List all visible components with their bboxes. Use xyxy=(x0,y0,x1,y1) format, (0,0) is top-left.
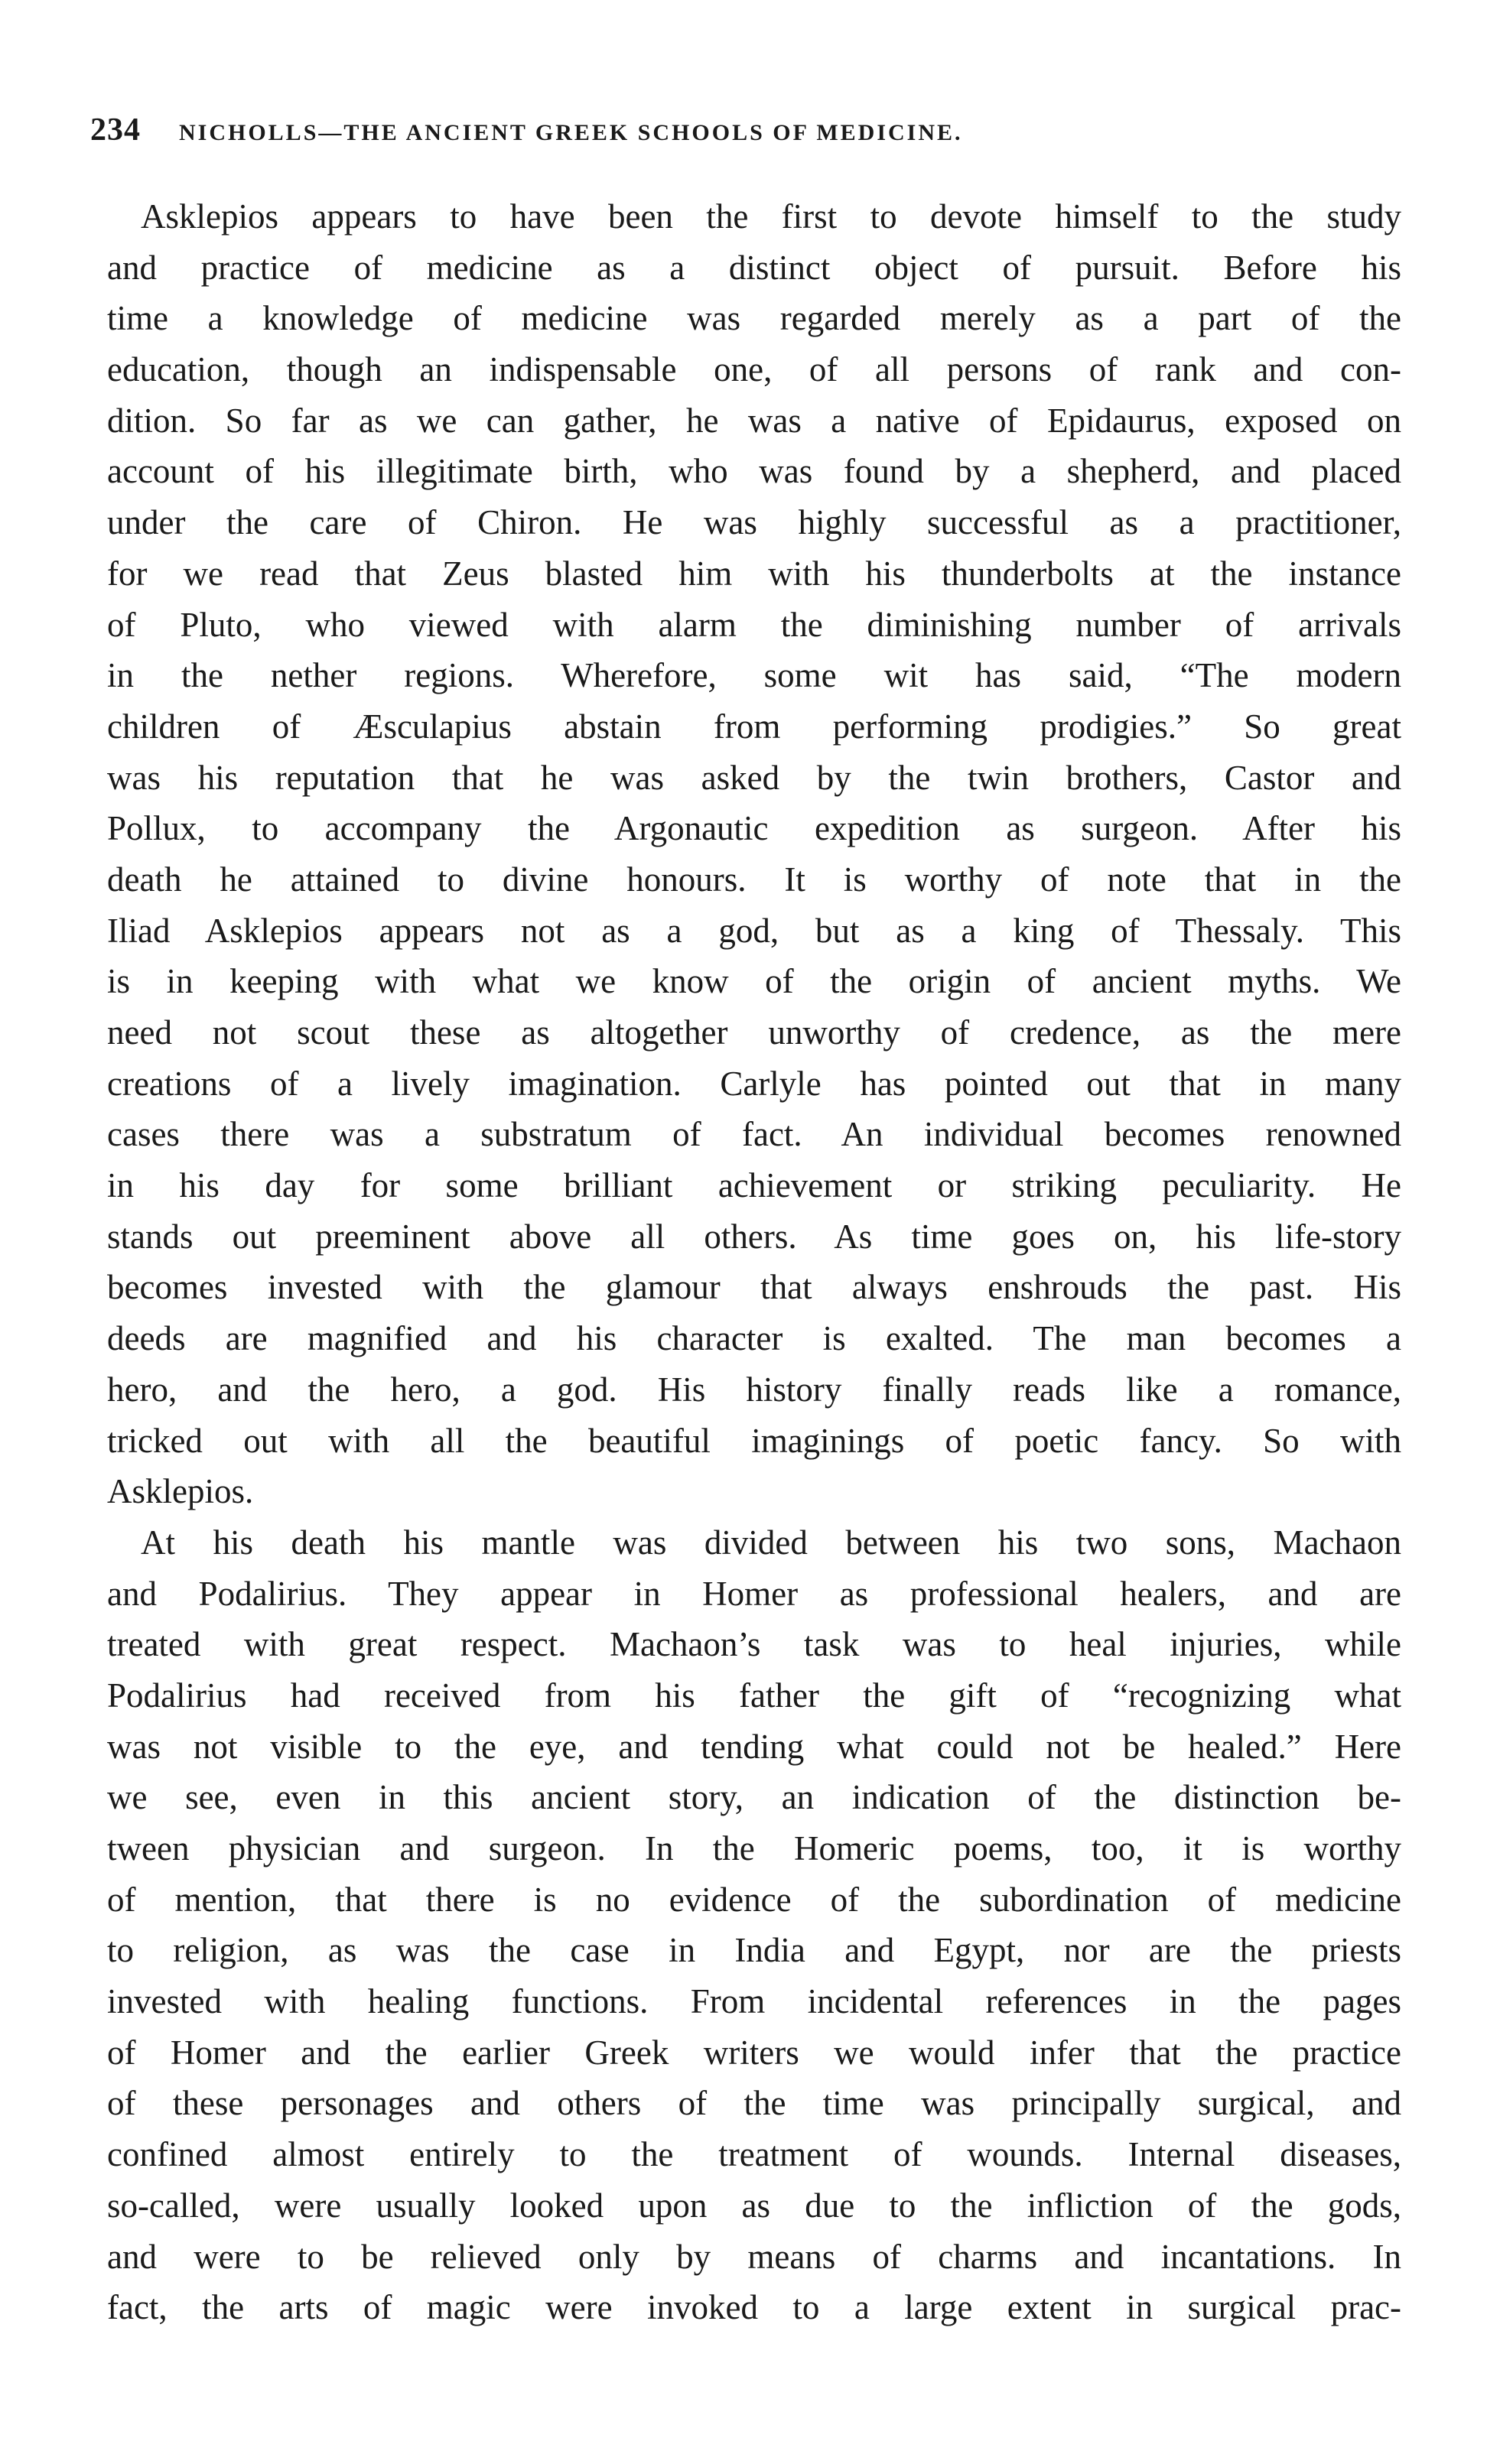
text-line: confined almost entirely to the treatment of wounds. Internal diseases, xyxy=(107,2135,1401,2174)
text-line: under the care of Chiron. He was highly successful as a practitioner, xyxy=(107,503,1401,542)
text-line: education, though an indispensable one, of all persons of rank and con- xyxy=(107,350,1401,389)
text-line: in the nether regions. Wherefore, some wit has said, “The modern xyxy=(107,656,1401,695)
text-line: and were to be relieved only by means of charms and incantations. In xyxy=(107,2237,1401,2276)
text-line: creations of a lively imagination. Carlyle has pointed out that in many xyxy=(107,1064,1401,1103)
text-line: fact, the arts of magic were invoked to a large extent in surgical prac- xyxy=(107,2288,1401,2327)
text-line: Iliad Asklepios appears not as a god, but as a king of Thessaly. This xyxy=(107,911,1401,950)
text-line: was not visible to the eye, and tending what could not be healed.” Here xyxy=(107,1727,1401,1766)
running-head xyxy=(90,112,1391,158)
text-line: At his death his mantle was divided between his two sons, Machaon xyxy=(141,1523,1401,1562)
text-line: cases there was a substratum of fact. An individual becomes renowned xyxy=(107,1115,1401,1154)
text-line: we see, even in this ancient story, an indication of the distinction be- xyxy=(107,1778,1401,1817)
text-line: dition. So far as we can gather, he was a native of Epidaurus, exposed on xyxy=(107,401,1401,440)
text-line: of these personages and others of the time was principally surgical, and xyxy=(107,2084,1401,2123)
text-line: children of Æsculapius abstain from performing prodigies.” So great xyxy=(107,707,1401,746)
text-line: Asklepios. xyxy=(107,1472,254,1511)
text-line: deeds are magnified and his character is exalted. The man becomes a xyxy=(107,1319,1401,1358)
text-line: death he attained to divine honours. It is worthy of note that in the xyxy=(107,860,1401,899)
text-line: for we read that Zeus blasted him with his thunderbolts at the instance xyxy=(107,554,1401,593)
text-line: was his reputation that he was asked by the twin brothers, Castor and xyxy=(107,758,1401,797)
text-line: need not scout these as altogether unworthy of credence, as the mere xyxy=(107,1013,1401,1052)
text-line: Asklepios appears to have been the first to devote himself to the study xyxy=(141,197,1401,236)
text-line: so-called, were usually looked upon as due to the infliction of the gods, xyxy=(107,2186,1401,2225)
text-line: stands out preeminent above all others. As time goes on, his life-story xyxy=(107,1217,1401,1256)
text-line: tween physician and surgeon. In the Homeric poems, too, it is worthy xyxy=(107,1829,1401,1868)
text-line: treated with great respect. Machaon’s task was to heal injuries, while xyxy=(107,1625,1401,1664)
text-line: Pollux, to accompany the Argonautic expedition as surgeon. After his xyxy=(107,809,1401,848)
text-line: becomes invested with the glamour that always enshrouds the past. His xyxy=(107,1268,1401,1307)
text-line: account of his illegitimate birth, who was found by a shepherd, and placed xyxy=(107,452,1401,491)
body-text xyxy=(107,191,1401,2333)
running-head-title: NICHOLLS—THE ANCIENT GREEK SCHOOLS OF MEDICINE. xyxy=(179,120,963,145)
text-line: of Homer and the earlier Greek writers we would infer that the practice xyxy=(107,2033,1401,2072)
text-line: of Pluto, who viewed with alarm the diminishing number of arrivals xyxy=(107,605,1401,644)
text-line: and Podalirius. They appear in Homer as professional healers, and are xyxy=(107,1574,1401,1613)
page-number: 234 xyxy=(90,112,141,148)
text-line: and practice of medicine as a distinct object of pursuit. Before his xyxy=(107,248,1401,287)
text-line: in his day for some brilliant achievement or striking peculiarity. He xyxy=(107,1166,1401,1205)
text-line: of mention, that there is no evidence of the subordination of medicine xyxy=(107,1880,1401,1919)
text-line: to religion, as was the case in India and Egypt, nor are the priests xyxy=(107,1931,1401,1970)
text-line: tricked out with all the beautiful imaginings of poetic fancy. So with xyxy=(107,1421,1401,1460)
text-line: time a knowledge of medicine was regarded merely as a part of the xyxy=(107,299,1401,338)
text-line: Podalirius had received from his father the gift of “recognizing what xyxy=(107,1676,1401,1715)
text-line: is in keeping with what we know of the origin of ancient myths. We xyxy=(107,962,1401,1001)
text-line: hero, and the hero, a god. His history finally reads like a romance, xyxy=(107,1370,1401,1409)
text-line: invested with healing functions. From incidental references in the pages xyxy=(107,1982,1401,2021)
